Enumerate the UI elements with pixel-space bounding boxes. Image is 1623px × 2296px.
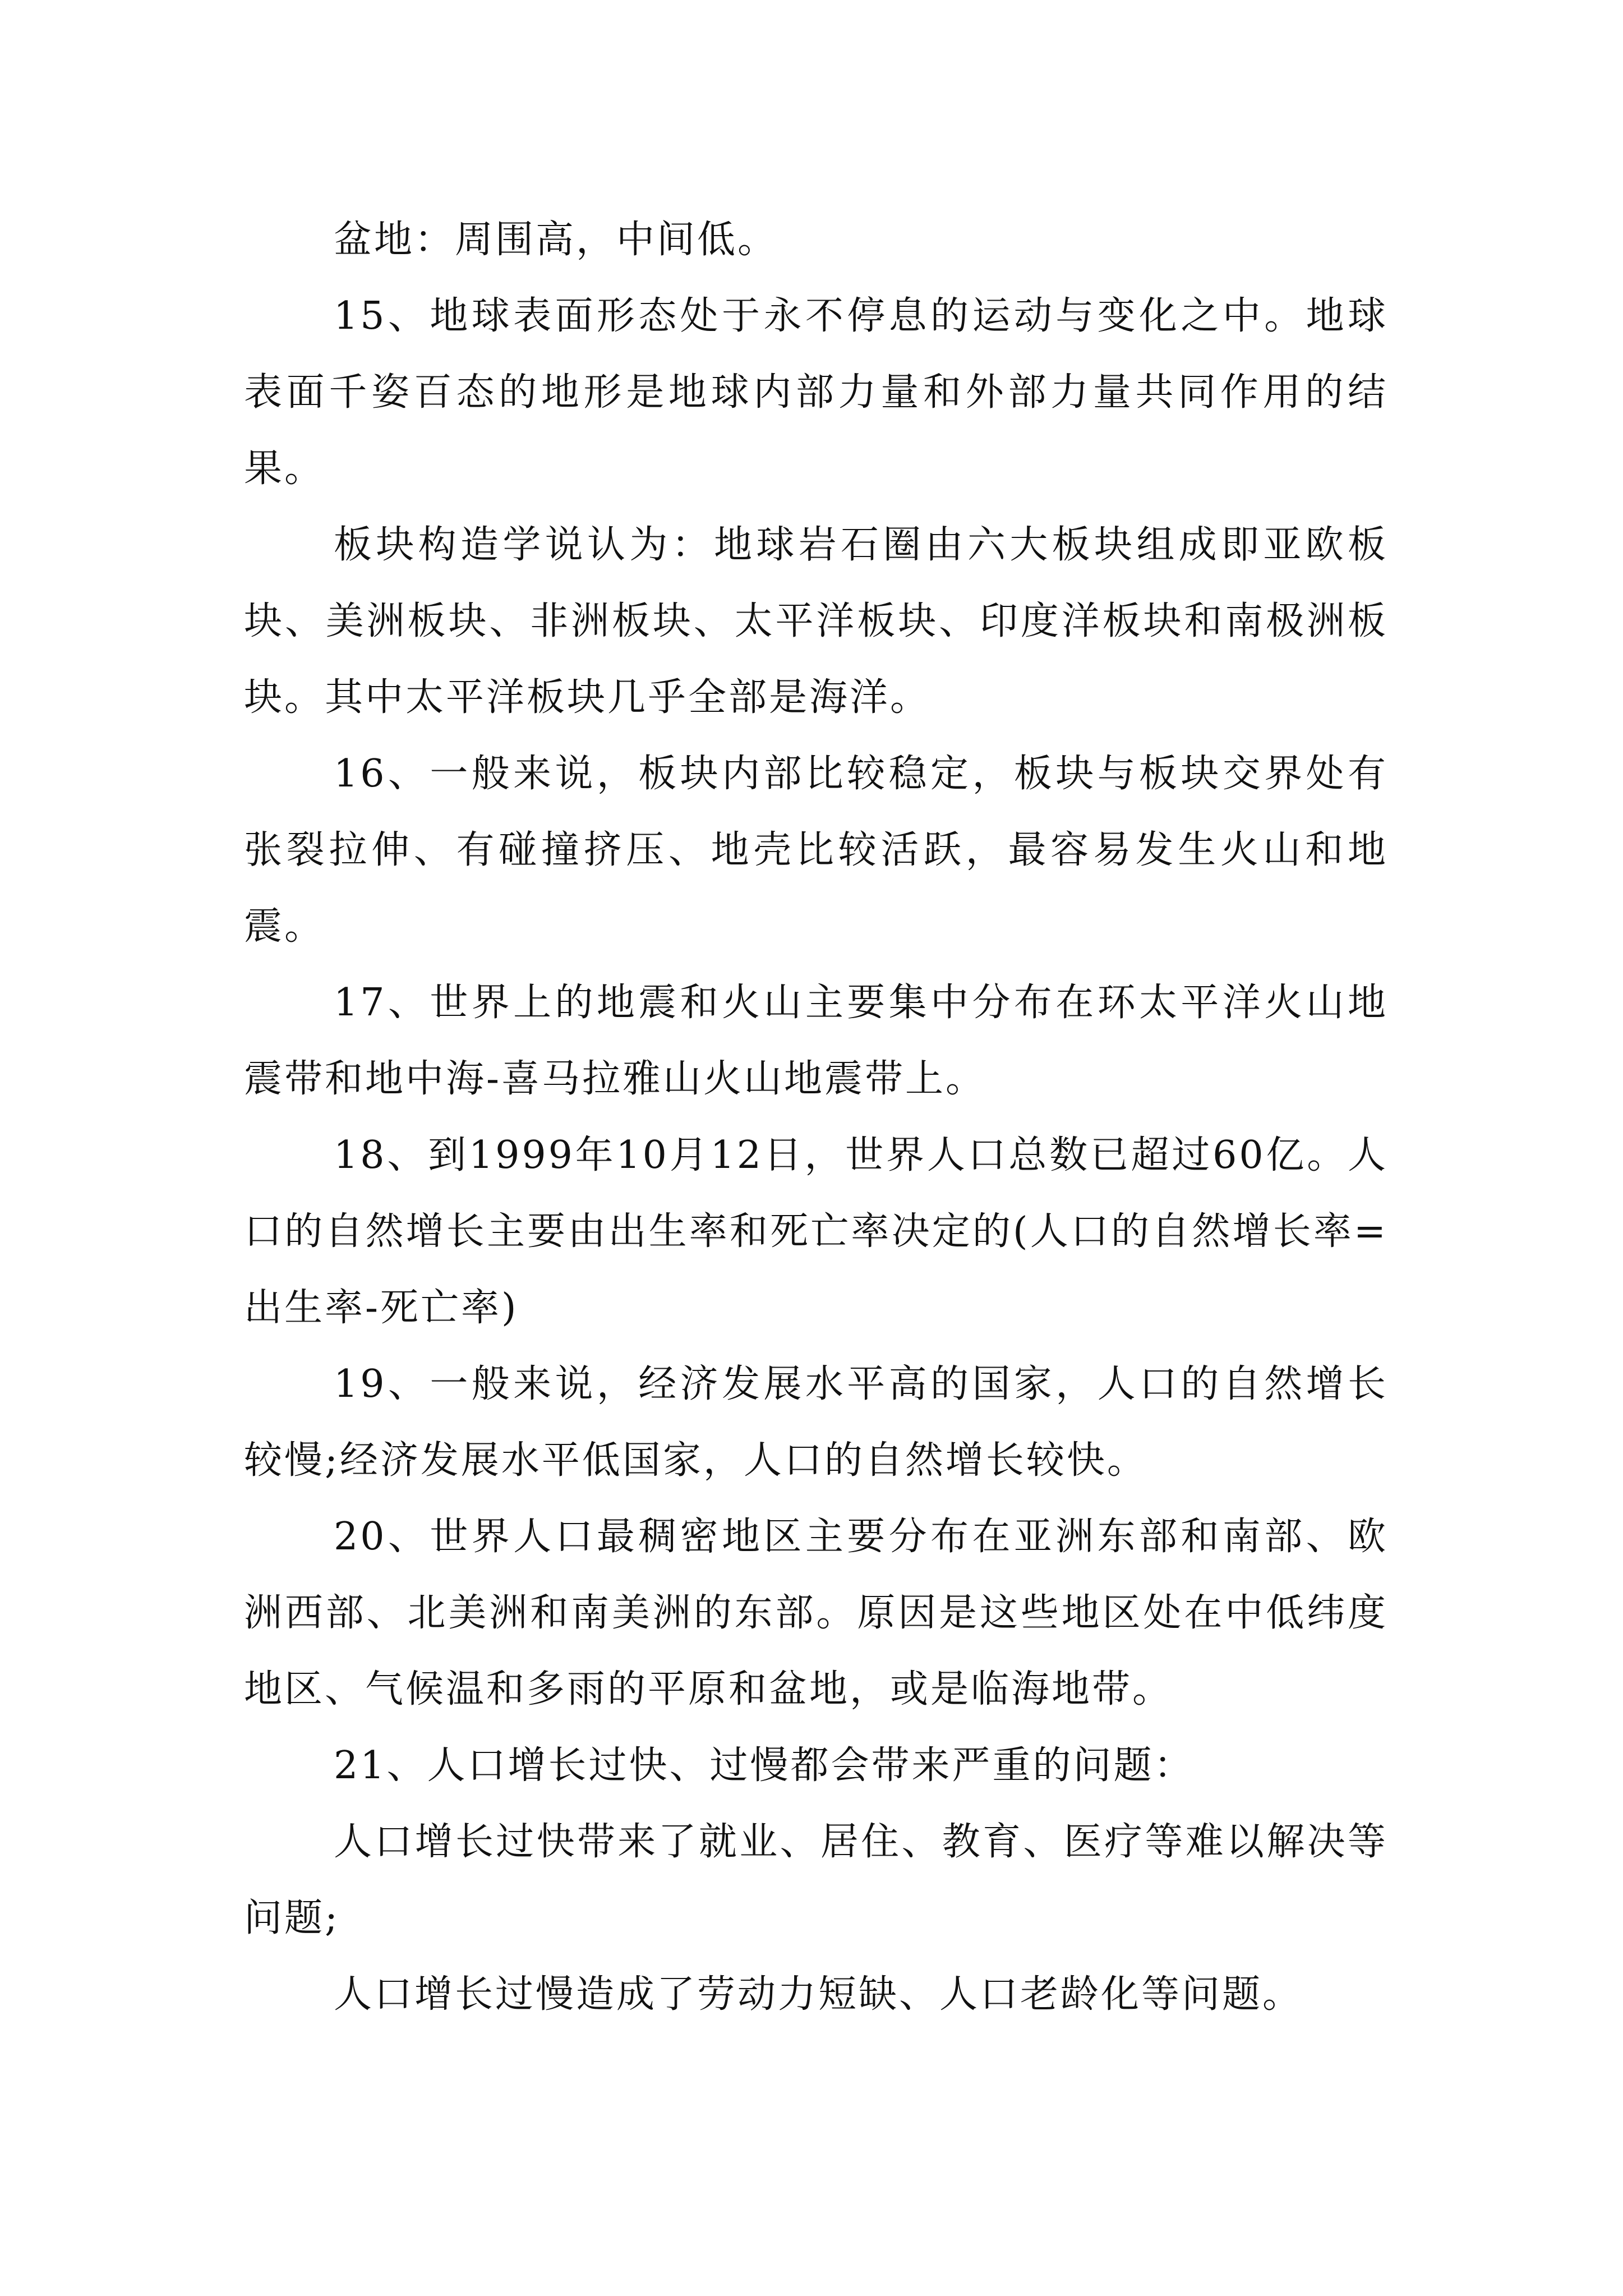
paragraph-18: 18、到1999年10月12日，世界人口总数已超过60亿。人口的自然增长主要由出生率和死亡率决定的(人口的自然增长率=出生率-死亡率)	[244, 1133, 1388, 1330]
paragraph-15: 15、地球表面形态处于永不停息的运动与变化之中。地球表面千姿百态的地形是地球内部力量和外部力量共同作用的结果。	[244, 294, 1388, 491]
paragraph-plate-tectonics: 板块构造学说认为：地球岩石圈由六大板块组成即亚欧板块、美洲板块、非洲板块、太平洋板块、印度洋板块和南极洲板块。其中太平洋板块几乎全部是海洋。	[244, 523, 1388, 720]
paragraph-slow-growth: 人口增长过慢造成了劳动力短缺、人口老龄化等问题。	[334, 1972, 1303, 2017]
paragraph-16: 16、一般来说，板块内部比较稳定，板块与板块交界处有张裂拉伸、有碰撞挤压、地壳比较活跃，最容易发生火山和地震。	[244, 752, 1388, 949]
paragraph-19: 19、一般来说，经济发展水平高的国家，人口的自然增长较慢;经济发展水平低国家，人口的自然增长较快。	[244, 1362, 1388, 1483]
paragraph-17: 17、世界上的地震和火山主要集中分布在环太平洋火山地震带和地中海-喜马拉雅山火山地震带上。	[244, 981, 1388, 1101]
document-body	[244, 202, 1388, 2033]
paragraph-fast-growth: 人口增长过快带来了就业、居住、教育、医疗等难以解决等问题;	[244, 1820, 1388, 1940]
paragraph-21: 21、人口增长过快、过慢都会带来严重的问题：	[334, 1743, 1195, 1788]
paragraph-basin: 盆地：周围高，中间低。	[334, 218, 778, 262]
paragraph-20: 20、世界人口最稠密地区主要分布在亚洲东部和南部、欧洲西部、北美洲和南美洲的东部。原因是这些地区处在中低纬度地区、气候温和多雨的平原和盆地，或是临海地带。	[244, 1515, 1388, 1711]
